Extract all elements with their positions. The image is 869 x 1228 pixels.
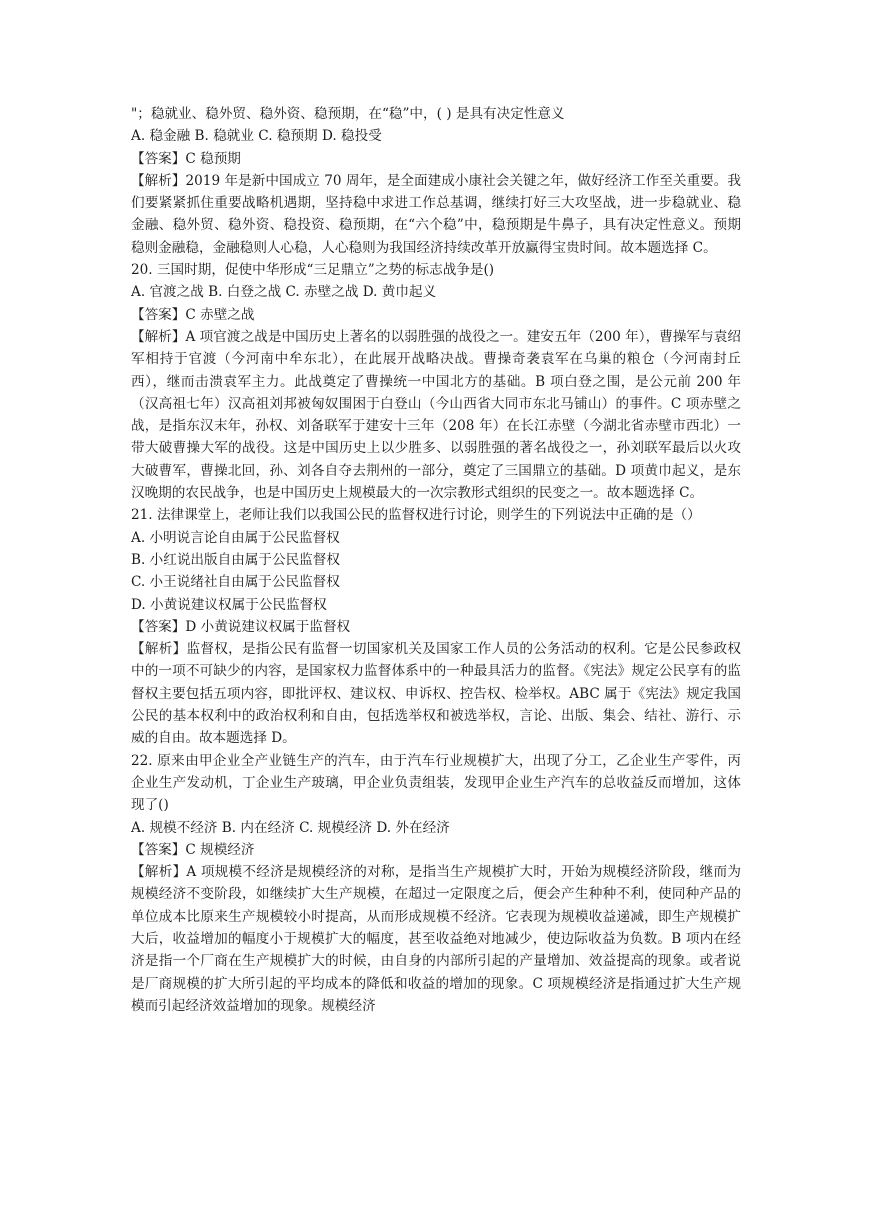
analysis-q20: 【解析】A 项官渡之战是中国历史上著名的以弱胜强的战役之一。建安五年（200 年），曹操军与袁绍军相持于官渡（今河南中牟东北），在此展开战略决战。曹操奇袭袁军在乌巢的粮仓（今河南封丘西），继而击溃袁军主力。此战奠定了曹操统一中国北方的基础。B 项白登之围，是公元前 200 年（汉高祖七年）汉高祖刘邦被匈奴围困于白登山（今山西省大同市东北马铺山）的事件。C 项赤壁之战，是指东汉末年，孙权、刘备联军于建安十三年（208 年）在长江赤壁（今湖北省赤壁市西北）一带大破曹操大军的战役。这是中国历史上以少胜多、以弱胜强的著名战役之一，孙刘联军最后以火攻大破曹军，曹操北回，孙、刘各自夺去荆州的一部分，奠定了三国鼎立的基础。D 项黄巾起义，是东汉晚期的农民战争，也是中国历史上规模最大的一次宗教形式组织的民变之一。故本题选择 C。 <box>131 328 741 502</box>
options-q22: A. 规模不经济 B. 内在经济 C. 规模经济 D. 外在经济 <box>131 819 450 836</box>
analysis-q22: 【解析】A 项规模不经济是规模经济的对称，是指当生产规模扩大时，开始为规模经济阶段，继而为规模经济不变阶段，如继续扩大生产规模，在超过一定限度之后，便会产生种种不利，使同种产品的单位成本比原来生产规模较小时提高，从而形成规模不经济。它表现为规模收益递减，即生产规模扩大后，收益增加的幅度小于规模扩大的幅度，甚至收益绝对地减少，使边际收益为负数。B 项内在经济是指一个厂商在生产规模扩大的时候，由自身的内部所引起的产量增加、效益提高的现象。或者说是厂商规模的扩大所引起的平均成本的降低和收益的增加的现象。C 项规模经济是指通过扩大生产规模而引起经济效益增加的现象。规模经济 <box>131 864 741 1014</box>
option-b-q21: B. 小红说出版自由属于公民监督权 <box>131 551 340 568</box>
answer-q21: 【答案】D 小黄说建议权属于监督权 <box>131 618 351 635</box>
question-22: 22. 原来由甲企业全产业链生产的汽车，由于汽车行业规模扩大，出现了分工，乙企业生产零件，丙企业生产发动机，丁企业生产玻璃，甲企业负责组装，发现甲企业生产汽车的总收益反而增加，这体现了() <box>131 752 741 814</box>
option-c-q21: C. 小王说绪社自由属于公民监督权 <box>131 574 340 591</box>
question-20: 20. 三国时期，促使中华形成“三足鼎立”之势的标志战争是() <box>131 262 495 279</box>
option-d-q21: D. 小黄说建议权属于公民监督权 <box>131 596 327 613</box>
options-q19: A. 稳金融 B. 稳就业 C. 稳预期 D. 稳投受 <box>131 128 382 145</box>
analysis-q21: 【解析】监督权，是指公民有监督一切国家机关及国家工作人员的公务活动的权利。它是公民参政权中的一项不可缺少的内容，是国家权力监督体系中的一种最具活力的监督。《宪法》规定公民享有的监督权主要包括五项内容，即批评权、建议权、申诉权、控告权、检举权。ABC 属于《宪法》规定我国公民的基本权利中的政治权利和自由，包括选举权和被选举权，言论、出版、集会、结社、游行、示威的自由。故本题选择 D。 <box>131 641 741 747</box>
analysis-q19: 【解析】2019 年是新中国成立 70 周年，是全面建成小康社会关键之年，做好经济工作至关重要。我们要紧紧抓住重要战略机遇期，坚持稳中求进工作总基调，继续打好三大攻坚战，进一步稳就业、稳金融、稳外贸、稳外资、稳投资、稳预期，在“六个稳”中，稳预期是牛鼻子，具有决定性意义。预期稳则金融稳，金融稳则人心稳，人心稳则为我国经济持续改革开放赢得宝贵时间。故本题选择 C。 <box>131 172 741 256</box>
question-stem-fragment: "；稳就业、稳外贸、稳外资、稳预期，在“稳”中，( ) 是具有决定性意义 <box>131 106 565 122</box>
answer-q19: 【答案】C 稳预期 <box>131 150 241 167</box>
answer-q20: 【答案】C 赤壁之战 <box>131 306 255 323</box>
option-a-q21: A. 小明说言论自由属于公民监督权 <box>131 529 340 546</box>
question-21: 21. 法律课堂上，老师让我们以我国公民的监督权进行讨论，则学生的下列说法中正确的是（） <box>131 507 701 524</box>
options-q20: A. 官渡之战 B. 白登之战 C. 赤壁之战 D. 黄巾起义 <box>131 284 437 301</box>
answer-q22: 【答案】C 规模经济 <box>131 841 255 858</box>
document-body <box>131 103 741 1017</box>
